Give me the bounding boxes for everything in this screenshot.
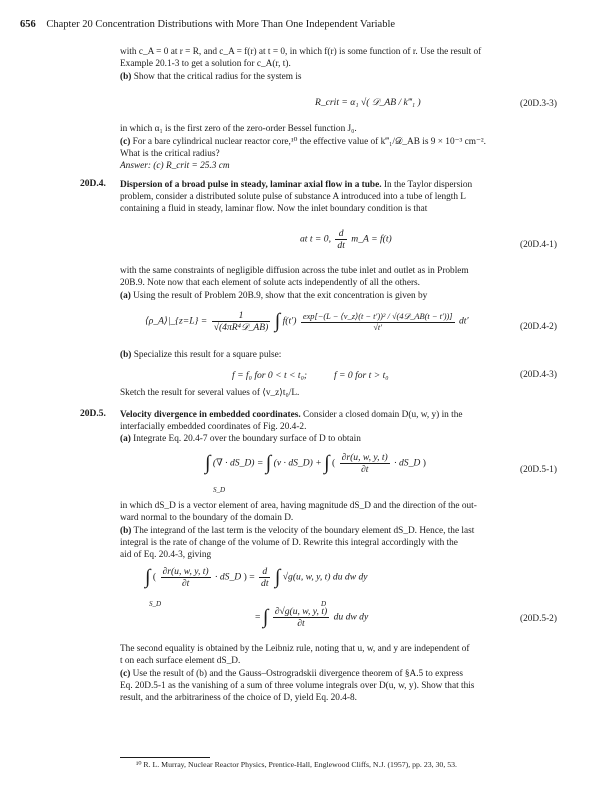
open-paren: ( (152, 571, 157, 583)
frac-den: √(4πR⁴𝒟_AB) (213, 322, 269, 333)
part-b-line (120, 349, 281, 361)
text-line: aid of Eq. 20.4-3, giving (120, 550, 212, 560)
partial-fraction (340, 452, 390, 475)
equals: = (255, 611, 261, 623)
equation-20D-5-2-line2 (255, 606, 368, 629)
case-1: f = f₀ for 0 < t < t₀; (232, 370, 308, 381)
close-paren: ) (422, 457, 426, 469)
footnote-rule (120, 757, 210, 758)
part-text: Show that the critical radius for the system is (133, 72, 302, 82)
eq-lhs: ⟨ρ_A⟩|_{z=L} = (145, 315, 208, 327)
equation-number: (20D.5-2) (520, 614, 557, 624)
running-title: Chapter 20 Concentration Distributions with More Than One Independent Variable (46, 19, 396, 30)
text-line: containing a fluid in steady, laminar flow. Now the inlet boundary condition is that (120, 204, 428, 214)
text-line: in which dS_D is a vector element of area, having magnitude dS_D and the direction of the out- (120, 501, 477, 511)
integrand-f: f(t′) (282, 315, 297, 327)
part-text: For a bare cylindrical nuclear reactor core,¹⁰ the effective value of k‴₁/𝒟_AB is 9 × 10⁻³ cm⁻². (132, 137, 486, 147)
eq-rhs: m_A = f(t) (351, 233, 392, 245)
equation-number: (20D.4-1) (520, 240, 557, 250)
text: Consider a closed domain D(u, w, y) in the (303, 410, 463, 420)
text-line: interfacially embedded coordinates of Fig. 20.4-2. (120, 422, 307, 432)
differential: dt′ (458, 315, 469, 327)
part-text: Use the result of (b) and the Gauss–Ostrogradskii divergence theorem of §A.5 to express (132, 669, 463, 679)
integral-sign: ∫ (274, 566, 281, 588)
part-a-line (120, 290, 427, 302)
term-2: (v · dS_D) + (273, 457, 322, 469)
equation-20D-4-2 (145, 310, 469, 333)
open-paren: ( (332, 457, 336, 469)
part-b-line (120, 71, 302, 83)
equation-20D-4-3 (232, 370, 389, 381)
integral-sign: ∫ (274, 310, 281, 332)
frac-num: ∂r(u, w, y, t) (162, 566, 209, 577)
text-line: Sketch the result for several values of ⟨v_z⟩t₀/L. (120, 388, 300, 398)
equation-20D-3-3: R_crit = α₁ √( 𝒟_AB / k‴₁ ) (315, 97, 421, 108)
part-label: (c) (120, 669, 131, 679)
text-line: The second equality is obtained by the Leibniz rule, noting that u, w, and y are independent of (120, 644, 470, 654)
text-line: t on each surface element dS_D. (120, 656, 241, 666)
page-number: 656 (20, 19, 36, 30)
frac-num: 1 (212, 310, 271, 322)
equation-20D-5-2-line1 (145, 566, 368, 608)
frac-den: ∂t (297, 618, 305, 629)
frac-num: d (335, 228, 346, 240)
problem-number: 20D.5. (80, 409, 106, 419)
problem-number: 20D.4. (80, 179, 106, 189)
prefactor (212, 310, 271, 333)
text-line: What is the critical radius? (120, 149, 220, 159)
domain-subscript: D (321, 600, 327, 608)
text: In the Taylor dispersion (383, 180, 473, 190)
part-label: (b) (120, 526, 132, 536)
surface-subscript: S_D (213, 486, 226, 494)
part-c-line (120, 668, 463, 680)
derivative (335, 228, 346, 251)
part-b-line (120, 525, 474, 537)
part-text: Integrate Eq. 20.4-7 over the boundary surface of D to obtain (133, 434, 361, 444)
part-a-line (120, 433, 361, 445)
term-1: (∇ · dS_D) = (212, 457, 264, 469)
rhs: du dw dy (333, 611, 369, 623)
text-line: result, and the arbitrariness of the choice of D, yield Eq. 20.4-8. (120, 693, 357, 703)
problem-title-line (120, 179, 472, 191)
text-line: in which α₁ is the first zero of the zero-order Bessel function J₀. (120, 124, 357, 134)
text-line: ward normal to the boundary of the domain D. (120, 513, 294, 523)
frac-num: exp[−(L − ⟨v_z⟩(t − t′))² / √(4𝒟_AB(t − t′))] (302, 312, 453, 321)
term-3: · dS_D (394, 457, 421, 469)
frac-den: ∂t (181, 578, 190, 589)
part-text: The integrand of the last term is the velocity of the boundary element dS_D. Hence, the last (133, 526, 475, 536)
close-paren: ) (243, 571, 247, 583)
eq-lhs: at t = 0, (300, 233, 331, 245)
frac-den: dt (261, 578, 269, 589)
frac-num: ∂r(u, w, y, t) (341, 452, 388, 463)
answer: Answer: (c) R_crit = 25.3 cm (120, 161, 230, 171)
frac-den: ∂t (360, 464, 369, 475)
integral-sign: ∫ (265, 452, 272, 474)
partial-fraction (273, 606, 329, 629)
problem-title: Dispersion of a broad pulse in steady, laminar axial flow in a tube. (120, 180, 382, 190)
text-line: Example 20.1-3 to get a solution for c_A(r, t). (120, 59, 291, 69)
part-text: Using the result of Problem 20B.9, show that the exit concentration is given by (133, 291, 428, 301)
total-derivative (259, 566, 270, 589)
running-header (20, 19, 395, 30)
integral-sign: ∫ (205, 452, 211, 474)
equation-number: (20D.4-3) (520, 370, 557, 380)
text-line: integral is the rate of change of the volume of D. Rewrite this integral accordingly with the (120, 538, 458, 548)
equation-number: (20D.3-3) (520, 99, 557, 109)
frac-num: d (259, 566, 270, 578)
equation-number: (20D.4-2) (520, 322, 557, 332)
frac-den: √t′ (373, 323, 383, 332)
frac-den: dt (337, 240, 345, 251)
partial-fraction (161, 566, 211, 589)
surface-subscript: S_D (149, 600, 162, 608)
text-line: with c_A = 0 at r = R, and c_A = f(r) at t = 0, in which f(r) is some function of r. Use the result of (120, 47, 482, 57)
equals: = (249, 571, 255, 583)
part-label: (a) (120, 434, 131, 444)
text-line: with the same constraints of negligible diffusion across the tube inlet and outlet as in Problem (120, 266, 469, 276)
case-2: f = 0 for t > t₀ (333, 370, 389, 381)
exp-fraction (301, 311, 455, 332)
footnote: ¹⁰ R. L. Murray, Nuclear Reactor Physics, Prentice-Hall, Englewood Cliffs, N.J. (1957), pp. 23, 30, 53. (136, 760, 457, 769)
frac-num: ∂√g(u, w, y, t) (274, 606, 328, 617)
part-label: (b) (120, 350, 132, 360)
equation-20D-4-1 (300, 228, 392, 251)
part-c-line (120, 136, 486, 148)
part-label: (b) (120, 72, 132, 82)
integral-sign: ∫ (324, 452, 330, 474)
rhs: √g(u, w, y, t) du dw dy (282, 571, 368, 583)
text-line: 20B.9. Note now that each element of solute acts independently of all the others. (120, 278, 420, 288)
problem-title: Velocity divergence in embedded coordinates. (120, 410, 301, 420)
equation-20D-5-1 (205, 452, 426, 494)
integral-sign: ∫ (145, 566, 151, 588)
part-label: (c) (120, 137, 131, 147)
equation-number: (20D.5-1) (520, 465, 557, 475)
text-line: Eq. 20D.5-1 as the vanishing of a sum of three volume integrals over D(u, w, y). Show that this (120, 681, 475, 691)
integral-sign: ∫ (262, 606, 269, 628)
part-text: Specialize this result for a square pulse: (133, 350, 282, 360)
problem-title-line (120, 409, 462, 421)
part-label: (a) (120, 291, 131, 301)
term: · dS_D (215, 571, 242, 583)
text-line: problem, consider a distributed solute pulse of substance A introduced into a tube of length L (120, 192, 466, 202)
